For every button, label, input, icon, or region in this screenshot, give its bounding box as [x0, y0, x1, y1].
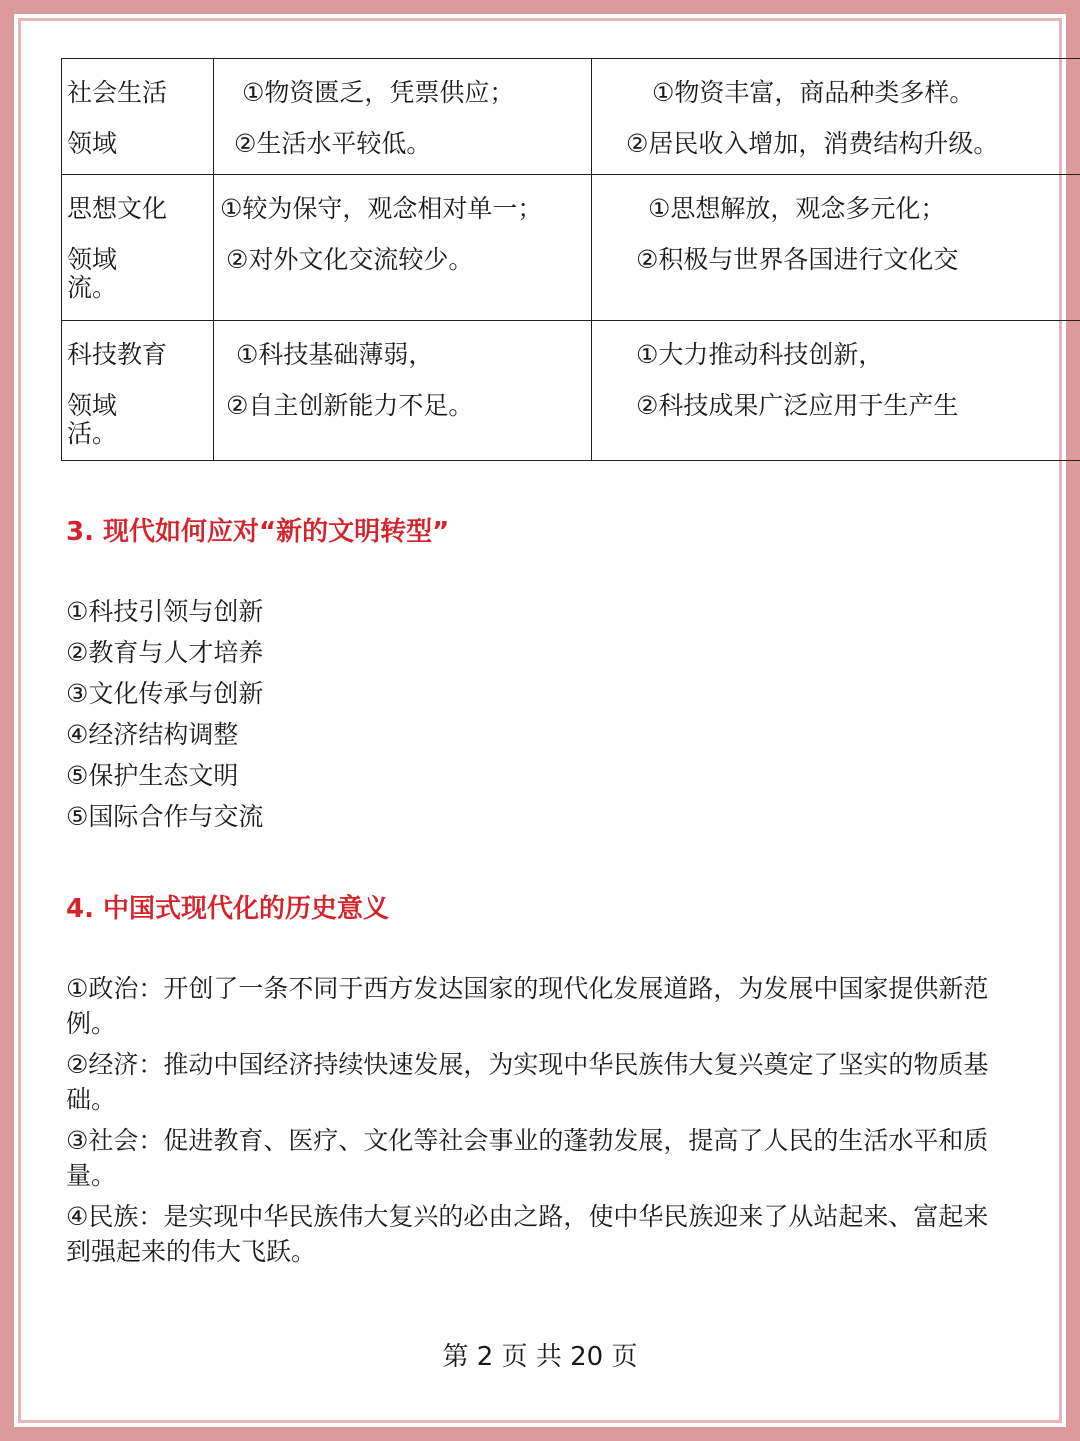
domain-line: 活。	[67, 419, 118, 448]
before-line: ②生活水平较低。	[234, 129, 432, 158]
after-cell	[592, 59, 1080, 175]
before-line: ①科技基础薄弱，	[236, 340, 434, 369]
before-cell	[214, 175, 592, 321]
list-item: ②教育与人才培养	[66, 638, 264, 667]
table-row	[62, 59, 1080, 175]
list-item: ①科技引领与创新	[66, 597, 264, 626]
after-line: ①大力推动科技创新，	[636, 340, 884, 369]
after-line: ②积极与世界各国进行文化交	[636, 245, 959, 274]
list-item: ②经济：推动中国经济持续快速发展，为实现中华民族伟大复兴奠定了坚实的物质基础。	[66, 1050, 989, 1114]
comparison-table	[61, 58, 1080, 461]
domain-line: 流。	[67, 273, 118, 302]
domain-line: 领域	[67, 391, 118, 420]
before-line: ①物资匮乏，凭票供应；	[242, 78, 515, 107]
domain-cell	[62, 321, 214, 461]
before-line: ②自主创新能力不足。	[226, 391, 474, 420]
after-line: ②居民收入增加，消费结构升级。	[626, 129, 999, 158]
section-3-title: 3. 现代如何应对“新的文明转型”	[66, 517, 450, 547]
domain-line: 思想文化	[67, 194, 168, 223]
after-cell	[592, 175, 1080, 321]
domain-cell	[62, 175, 214, 321]
domain-line: 科技教育	[67, 340, 168, 369]
before-cell	[214, 59, 592, 175]
before-line: ②对外文化交流较少。	[226, 245, 474, 274]
list-item: ④经济结构调整	[66, 720, 239, 749]
section-4-title: 4. 中国式现代化的历史意义	[66, 894, 390, 924]
list-item: ③文化传承与创新	[66, 679, 264, 708]
list-item: ⑤国际合作与交流	[66, 802, 264, 831]
list-item: ③社会：促进教育、医疗、文化等社会事业的蓬勃发展，提高了人民的生活水平和质量。	[66, 1126, 989, 1190]
list-item: ①政治：开创了一条不同于西方发达国家的现代化发展道路，为发展中国家提供新范例。	[66, 974, 989, 1038]
before-cell	[214, 321, 592, 461]
list-item: ⑤保护生态文明	[66, 761, 239, 790]
domain-line: 领域	[67, 129, 118, 158]
table-row	[62, 175, 1080, 321]
section-3-list	[66, 591, 263, 837]
domain-line: 社会生活	[67, 78, 168, 107]
domain-cell	[62, 59, 214, 175]
after-line: ①物资丰富，商品种类多样。	[652, 78, 975, 107]
before-line: ①较为保守，观念相对单一；	[220, 194, 543, 223]
page-number: 第 2 页 共 20 页	[442, 1342, 638, 1372]
after-line: ②科技成果广泛应用于生产生	[636, 391, 959, 420]
after-line: ①思想解放，观念多元化；	[648, 194, 946, 223]
domain-line: 领域	[67, 245, 118, 274]
section-4-list	[66, 971, 996, 1275]
table-row	[62, 321, 1080, 461]
list-item: ④民族：是实现中华民族伟大复兴的必由之路，使中华民族迎来了从站起来、富起来到强起来的伟大飞跃。	[66, 1202, 989, 1266]
after-cell	[592, 321, 1080, 461]
